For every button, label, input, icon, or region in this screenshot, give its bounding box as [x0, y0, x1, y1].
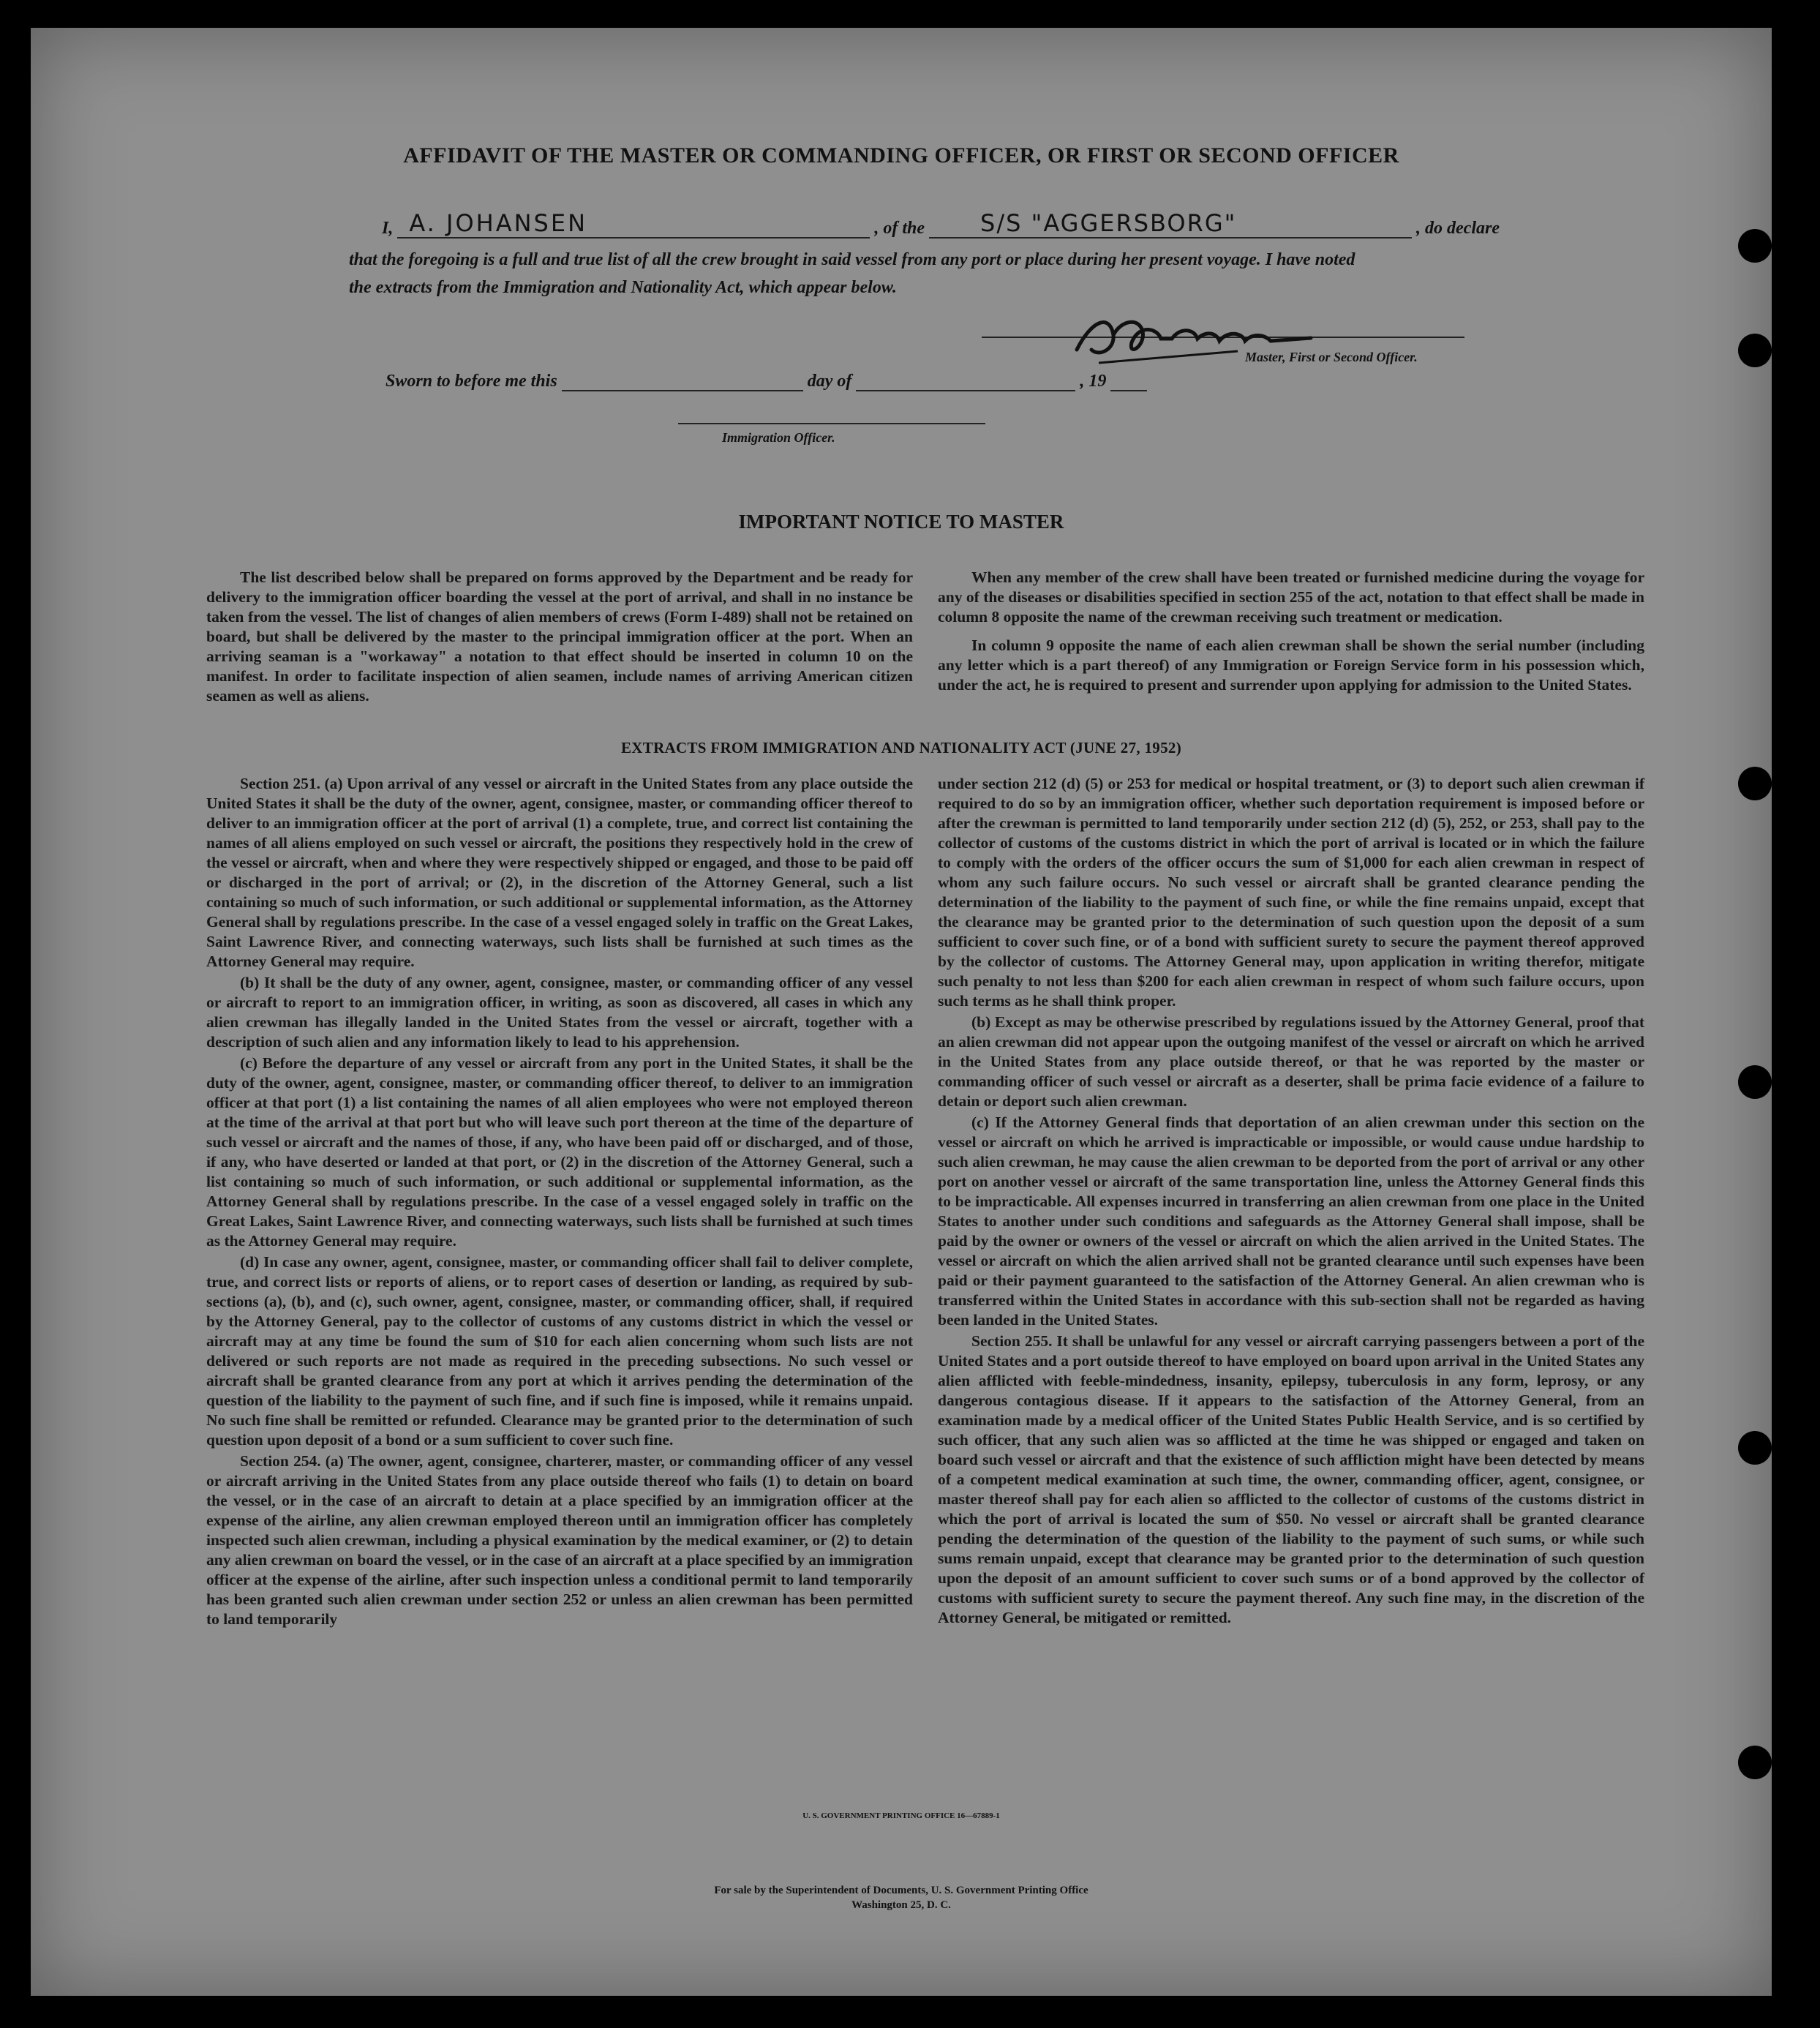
notice-left-paragraph: [206, 568, 913, 707]
notice-title: IMPORTANT NOTICE TO MASTER: [738, 511, 1064, 533]
extracts-left-column: [206, 774, 913, 1631]
notice-right-text-2: In column 9 opposite the name of each alien crewman shall be shown the serial number (including any letter which is a part thereof) of any Immigration or Foreign Service form in his possession which, under the act, he is required to present and surrender upon applying for admission to the United States.: [938, 636, 1644, 694]
extracts-right-column: [938, 774, 1644, 1629]
document-page: [31, 28, 1772, 1996]
section-251-d: (d) In case any owner, agent, consignee, master, or commanding officer shall fail to deliver complete, true, and correct lists or reports of aliens, or to report cases of desertion or landing, as required by sub-sections (a), (b), and (c), such owner, agent, consignee, master, or commanding officer, shall, if required by the Attorney General, pay to the collector of customs of any customs district in which the vessel or aircraft may at any time be found the sum of $10 for each alien concerning whom such lists are not delivered or such reports are not made as required in the preceding subsections. No such vessel or aircraft shall be granted clearance from any port at which it arrives pending the determination of the question of the liability to the payment of such fine, and if such fine is imposed, while it remains unpaid. No such fine shall be remitted or refunded. Clearance may be granted prior to the determination of such question upon deposit of a bond or a sum sufficient to cover such fine.: [206, 1253, 913, 1449]
declarant-name-field: [397, 209, 870, 239]
section-254-b: (b) Except as may be otherwise prescribed by regulations issued by the Attorney General, proof that an alien crewman did not appear upon the outgoing manifest of the vessel or aircraft on which he arrived in the United States from any place outside thereof, or that he was reported by the master or commanding officer of such vessel or aircraft as a deserter, shall be prima facie evidence of a failure to detain or deport such alien crewman.: [938, 1013, 1644, 1110]
section-254-a-continued: under section 212 (d) (5) or 253 for medical or hospital treatment, or (3) to deport such alien crewman if required to do so by an immigration officer, whether such deportation requirement is imposed before or after the crewman is permitted to land temporarily under section 212 (d) (5), 252, or 253, shall pay to the collector of customs of the customs district in which the port of arrival is located or in which the failure to comply with the orders of the officer occurs the sum of $1,000 for each alien crewman in respect of whom any such failure occurs. No such vessel or aircraft shall be granted clearance pending the determination of the liability to the payment of such fine, or while the fine remains unpaid, except that the clearance may be granted prior to the determination of such question upon the deposit of a sum sufficient to cover such fine, or of a bond with sufficient surety to secure the payment thereof approved by the collector of customs. The Attorney General may, upon application in writing therefor, mitigate such penalty to not less than $200 for each alien crewman in respect of whom such failure occurs, upon such terms as he shall think proper.: [938, 775, 1644, 1010]
prefix-i: I,: [382, 219, 394, 238]
vessel-name: S/S "AGGERSBORG": [980, 209, 1237, 237]
punch-hole-5: [1738, 1431, 1772, 1465]
vessel-name-field: [929, 209, 1412, 239]
punch-hole-6: [1738, 1746, 1772, 1779]
declaration-line-2: the extracts from the Immigration and Nationality Act, which appear below.: [349, 278, 897, 297]
section-254-c: (c) If the Attorney General finds that deportation of an alien crewman under this section on the vessel or aircraft on which he arrived is impracticable or impossible, or would cause undue hardship to such alien crewman, he may cause the alien crewman to be deported from the port of arrival or any other port on another vessel or aircraft of the same transportation line, unless the Attorney General finds this to be impracticable. All expenses incurred in transferring an alien crewman from one place in the United States to another under such conditions and safeguards as the Attorney General shall impose, shall be paid by the owner or owners of the vessel or aircraft on which the alien arrived in the United States. The vessel or aircraft on which the alien arrived shall not be granted clearance until such expenses have been paid or their payment guaranteed to the satisfaction of the Attorney General. An alien crewman who is transferred within the United States in accordance with this sub-section shall not be regarded as having been landed in the United States.: [938, 1113, 1644, 1329]
punch-hole-4: [1738, 1065, 1772, 1099]
declarant-name: A. JOHANSEN: [409, 209, 587, 237]
sale-line-1: For sale by the Superintendent of Documents, U. S. Government Printing Office: [714, 1885, 1088, 1896]
master-label: Master, First or Second Officer.: [1245, 350, 1418, 364]
punch-hole-3: [1738, 767, 1772, 800]
year-prefix: , 19: [1080, 372, 1107, 391]
section-254-a: Section 254. (a) The owner, agent, consignee, charterer, master, or commanding officer of any vessel or aircraft arriving in the United States from any place outside thereof who fails (1) to detain on board the vessel, or in the case of an aircraft to detain at a place specified by an immigration officer at the expense of the airline, any alien crewman employed thereon until an immigration officer has completely inspected such alien crewman, including a physical examination by the medical examiner, or (2) to detain any alien crewman on board the vessel, or in the case of an aircraft at a place specified by an immigration officer at the expense of the airline, after such inspection unless a conditional permit to land temporarily has been granted such alien crewman under section 252 or unless an alien crewman has been permitted to land temporarily: [206, 1452, 913, 1628]
gpo-line: U. S. GOVERNMENT PRINTING OFFICE 16—67889-1: [802, 1811, 1000, 1820]
extracts-title: EXTRACTS FROM IMMIGRATION AND NATIONALITY ACT (JUNE 27, 1952): [621, 739, 1181, 756]
punch-hole-1: [1738, 229, 1772, 263]
notice-right-column: [938, 568, 1644, 696]
sworn-year-field[interactable]: [1110, 390, 1147, 391]
section-251-c: (c) Before the departure of any vessel or aircraft from any port in the United States, it shall be the duty of the owner, agent, consignee, master, or commanding officer thereof, to deliver to an immigration officer at that port (1) a list containing the names of all alien employees who were not employed thereon at the time of the arrival at that port but who will leave such port thereon at the time of the departure of such vessel or aircraft and the names of those, if any, who have been paid off or discharged, and of those, if any, who have deserted or landed at that port, or (2) in the discretion of the Attorney General, such a list containing so much of such information, or such additional or supplemental information, as the Attorney General shall by regulations prescribe. In the case of a vessel engaged solely in traffic on the Great Lakes, Saint Lawrence River, and connecting waterways, such lists shall be furnished at such times as the Attorney General may require.: [206, 1054, 913, 1250]
sale-line-2: Washington 25, D. C.: [851, 1899, 951, 1911]
notice-right-text-1: When any member of the crew shall have been treated or furnished medicine during the voyage for any of the diseases or disabilities specified in section 255 of the act, notation to that effect shall be made in column 8 opposite the name of the crewman receiving such treatment or medication.: [938, 568, 1644, 626]
day-of-label: day of: [807, 372, 852, 391]
notice-left-text: The list described below shall be prepared on forms approved by the Department and be ready for delivery to the immigration officer boarding the vessel at the port of arrival, and shall in no instance be taken from the vessel. The list of changes of alien members of crews (Form I-489) shall not be retained on board, but shall be delivered by the master to the principal immigration officer at the port. When an arriving seaman is a "workaway" a notation to that effect should be inserted in column 10 on the manifest. In order to facilitate inspection of alien seamen, include names of arriving American citizen seamen as well as aliens.: [206, 568, 913, 705]
of-the-label: , of the: [874, 219, 925, 238]
immigration-officer-label: Immigration Officer.: [722, 430, 835, 445]
sworn-month-field[interactable]: [856, 390, 1075, 391]
sworn-day-field[interactable]: [562, 390, 803, 391]
punch-hole-2: [1738, 334, 1772, 367]
sworn-label: Sworn to before me this: [386, 372, 557, 391]
section-255: Section 255. It shall be unlawful for any vessel or aircraft carrying passengers between a port of the United States and a port outside thereof to have employed on board upon arrival in the United States any alien afflicted with feeble-mindedness, insanity, epilepsy, tuberculosis in any form, leprosy, or any dangerous contagious disease. If it appears to the satisfaction of the Attorney General, from an examination made by a medical officer of the United States Public Health Service, and is so certified by such officer, that any such alien was so afflicted at the time he was shipped or engaged and taken on board such vessel or aircraft and that the existence of such affliction might have been detected by means of a competent medical examination at such time, the owner, commanding officer, agent, consignee, or master thereof shall pay for each alien so afflicted to the collector of customs of the customs district in which the port of arrival is located the sum of $50. No vessel or aircraft shall be granted clearance pending the determination of the question of the liability to the payment of such sums, or while such sums remain unpaid, except that clearance may be granted prior to the determination of such question upon the deposit of an amount sufficient to cover such sums or of a bond approved by the collector of customs with sufficient surety to secure the payment thereof. Any such fine may, in the discretion of the Attorney General, be mitigated or remitted.: [938, 1332, 1644, 1626]
declaration-line-1: that the foregoing is a full and true list of all the crew brought in said vessel from any port or place during her present voyage. I have noted: [349, 250, 1355, 269]
affidavit-title: AFFIDAVIT OF THE MASTER OR COMMANDING OFFICER, OR FIRST OR SECOND OFFICER: [403, 143, 1399, 168]
section-251-a: Section 251. (a) Upon arrival of any vessel or aircraft in the United States from any place outside the United States it shall be the duty of the owner, agent, consignee, master, or commanding officer thereof to deliver to an immigration officer at the port of arrival (1) a complete, true, and correct list containing the names of all aliens employed on such vessel or aircraft, the positions they respectively hold in the crew of the vessel or aircraft, when and where they were respectively shipped or engaged, and those to be paid off or discharged in the port of arrival; or (2), in the discretion of the Attorney General, such a list containing so much of such information, or such additional or supplemental information, as the Attorney General shall by regulations prescribe. In the case of a vessel engaged solely in traffic on the Great Lakes, Saint Lawrence River, and connecting waterways, such lists shall be furnished at such times as the Attorney General may require.: [206, 775, 913, 970]
declarant-line: [382, 209, 1523, 239]
sworn-line: [386, 372, 1147, 391]
do-declare-label: , do declare: [1416, 219, 1500, 238]
immigration-officer-signature-line: [678, 423, 985, 424]
section-251-b: (b) It shall be the duty of any owner, agent, consignee, master, or commanding officer of any vessel or aircraft to report to an immigration officer, in writing, as soon as discovered, all cases in which any alien crewman has illegally landed in the United States from the vessel or aircraft, together with a description of such alien and any information likely to lead to his apprehension.: [206, 974, 913, 1051]
